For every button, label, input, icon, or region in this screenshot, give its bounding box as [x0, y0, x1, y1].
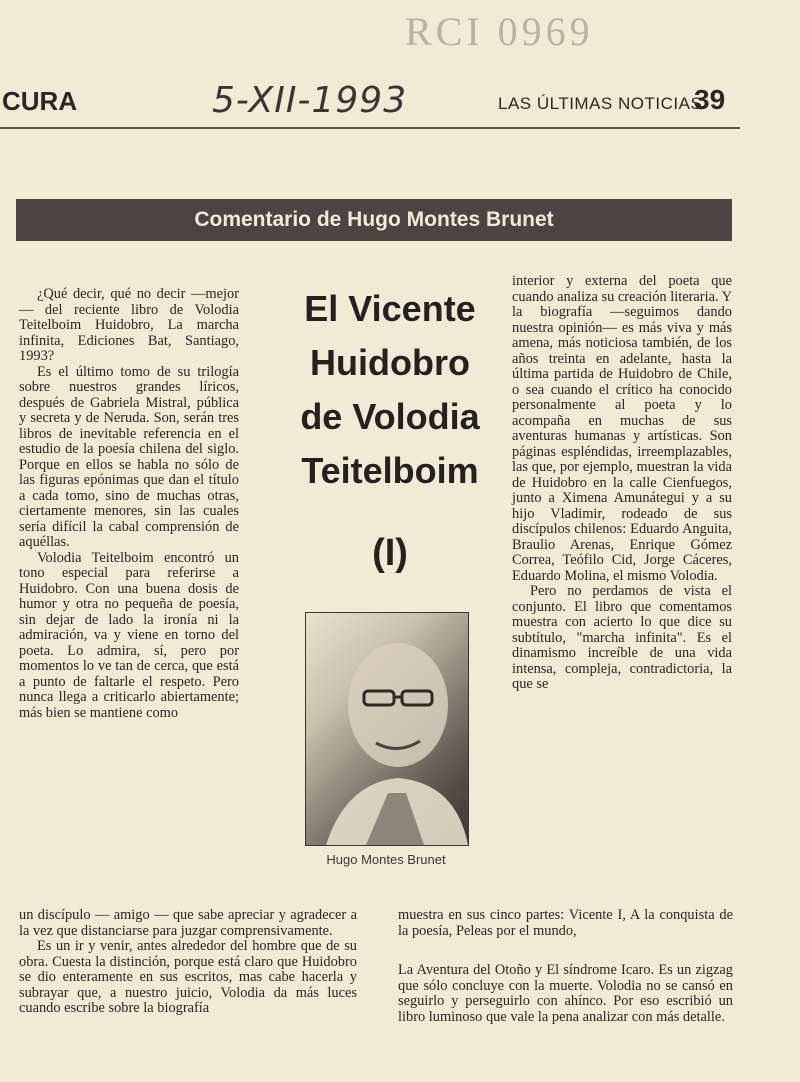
paragraph: Pero no perdamos de vista el conjunto. El libro que comentamos muestra con acierto lo que dice su subtítulo, "marcha infinita". Es el dinamismo increíble de una vida intensa, compleja, contradictoria, la que se	[512, 583, 732, 692]
title-line-1: El Vicente	[304, 288, 476, 329]
header-rule	[0, 127, 740, 129]
paragraph: ¿Qué decir, qué no decir —mejor— del reciente libro de Volodia Teitelboim Huidobro, La marcha infinita, Ediciones Bat, Santiago, 1993?	[19, 286, 239, 364]
article-column-3	[512, 274, 732, 693]
title-line-4: Teitelboim	[301, 450, 479, 491]
author-banner	[16, 199, 732, 241]
author-photo	[305, 612, 469, 846]
paragraph: La Aventura del Otoño y El síndrome Icaro. Es un zigzag que sólo concluye con la muerte. Volodia no se cansó en seguirlo y perseguirlo con ahínco. Por eso escribió un libro luminoso que vale la pena analizar con más detalle.	[398, 962, 733, 1025]
paragraph: Es el último tomo de su trilogía sobre nuestros grandes líricos, después de Gabriela Mistral, pública y secreta y de Neruda. Son, serán tres libros de inevitable referencia en el estudio de la poesía chilena del siglo. Porque en ellos se habla no sólo de las figuras epónimas que dan el título a cada tomo, sino de muchas otras, ciertamente menores, sin las cuales sería difícil la cabal comprensión de aquéllas.	[19, 363, 239, 550]
handwritten-date: 5-XII-1993	[212, 80, 408, 121]
title-line-2: Huidobro	[310, 342, 470, 383]
page-number: 39	[694, 84, 726, 115]
archive-code: RCI 0969	[405, 9, 594, 54]
paragraph: Volodia Teitelboim encontró un tono especial para referirse a Huidobro. Con una buena dosis de humor y otra no pequeña de poesía, sin dejar de lado la ironía ni la admiración, va y viene en torno del poeta. Lo admira, sí, pero por momentos lo ve tan de cerca, que está a punto de faltarle el respeto. Pero nunca llega a criticarlo abiertamente; más bien se mantiene como	[19, 549, 239, 721]
author-banner-text: Comentario de Hugo Montes Brunet	[194, 208, 554, 231]
title-line-3: de Volodia	[300, 396, 480, 437]
paragraph: un discípulo — amigo — que sabe apreciar y agradecer a la vez que distanciarse para juzgar comprensivamente.	[19, 907, 357, 939]
paragraph: interior y externa del poeta que cuando analiza su creación literaria. Y la biografía —seguimos dando nuestra opinión— es más viva y más amena, más noticiosa también, de los años treinta en adelante, hasta la última partida de Huidobro de Chile, o sea cuando el crítico ha conocido personalmente al poeta y lo acompaña en muchas de sus aventuras humanas y artísticas. Son páginas espléndidas, irreemplazables, las que, por ejemplo, muestran la vida de Huidobro en la calle Cienfuegos, junto a Ximena Amunátegui y a su hijo Vladimir, rodeado de sus discípulos chilenos: Eduardo Anguita, Braulio Arenas, Enrique Gómez Correa, Teófilo Cid, Jorge Cáceres, Eduardo Molina, el mismo Volodia.	[512, 273, 733, 584]
paragraph: muestra en sus cinco partes: Vicente I, A la conquista de la poesía, Peleas por el mundo,	[398, 907, 733, 939]
article-column-3-continued	[398, 908, 733, 939]
paragraph: Es un ir y venir, antes alrededor del hombre que de su obra. Cuesta la distinción, porque está claro que Huidobro se dio enteramente en sus escritos, mas cabe hacerla y subrayar que, a nuestro juicio, Volodia da más luces cuando escribe sobre la biografía	[19, 938, 357, 1016]
article-title	[270, 282, 510, 580]
photo-caption: Hugo Montes Brunet	[326, 852, 446, 867]
section-label: CURA	[2, 86, 78, 116]
portrait-illustration	[306, 613, 468, 845]
newspaper-name: LAS ÚLTIMAS NOTICIAS	[498, 94, 703, 113]
article-column-1-continued	[19, 908, 357, 1017]
title-part-number: (I)	[372, 532, 408, 574]
article-closing-paragraph	[398, 963, 733, 1025]
article-column-1	[19, 287, 239, 721]
